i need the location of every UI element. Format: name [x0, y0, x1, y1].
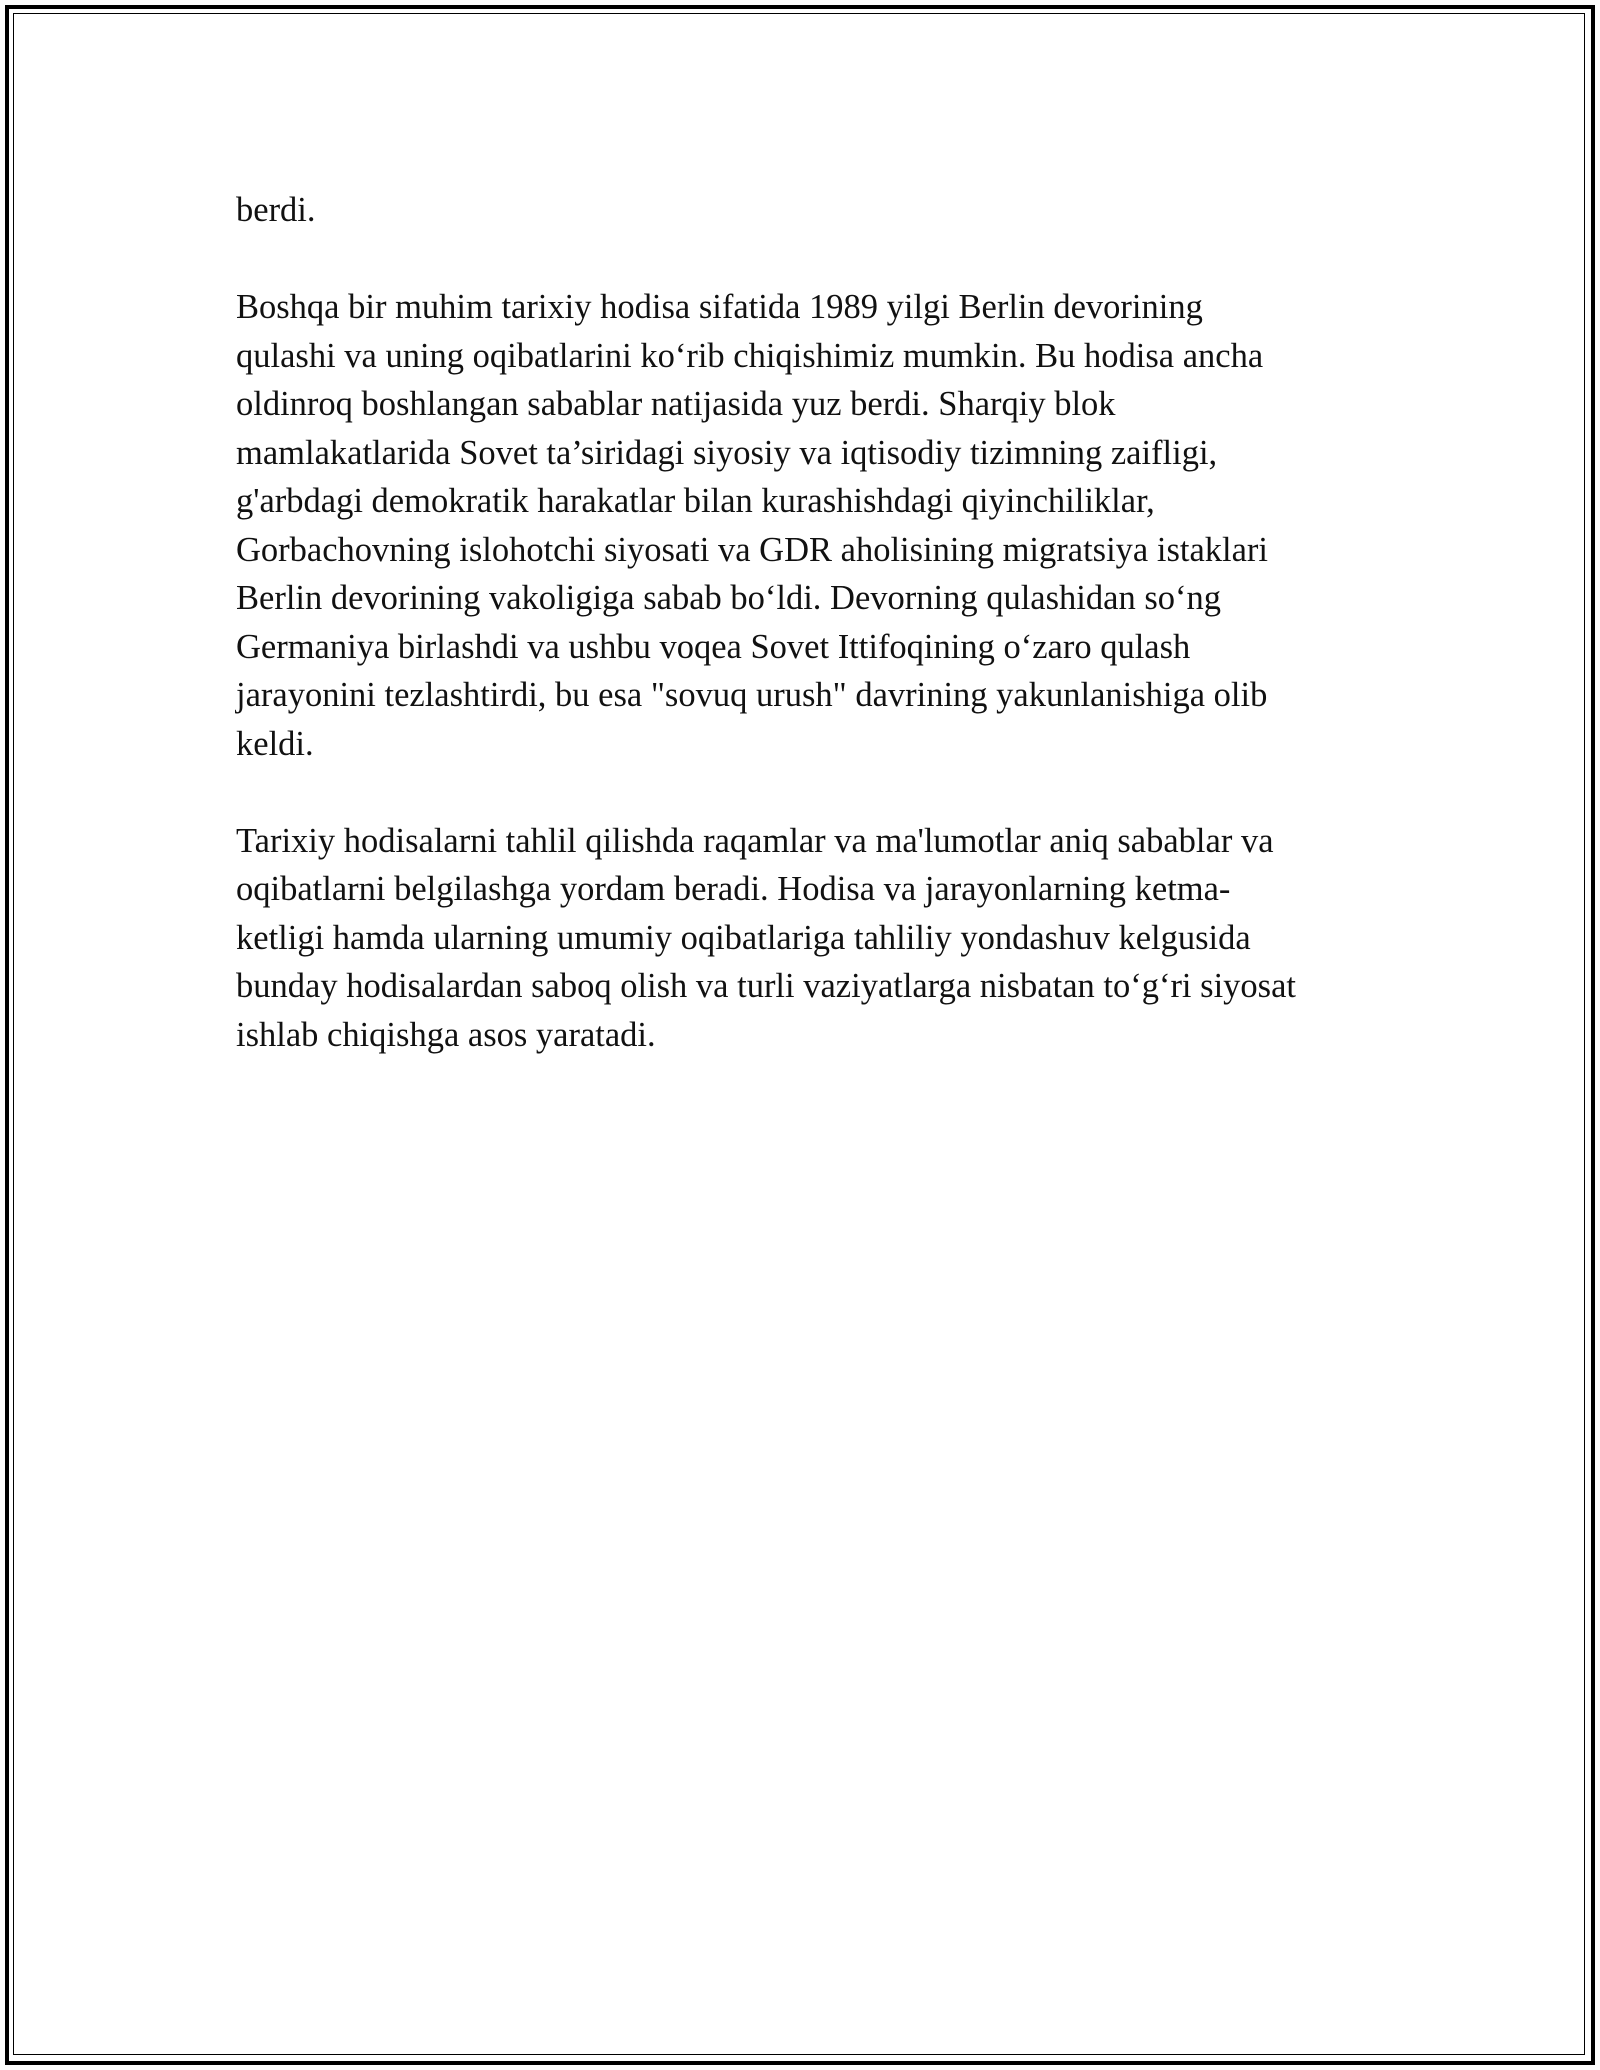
- paragraph-spacer: [236, 768, 1396, 817]
- text-line: Boshqa bir muhim tarixiy hodisa sifatida 1989 yilgi Berlin devorining: [236, 288, 1203, 326]
- text-line: Germaniya birlashdi va ushbu voqea Sovet Ittifoqining o‘zaro qulash: [236, 627, 1191, 666]
- text-line: oqibatlarni belgilashga yordam beradi. Hodisa va jarayonlarning ketma-: [236, 870, 1231, 908]
- text-line: Tarixiy hodisalarni tahlil qilishda raqamlar va ma'lumotlar aniq sabablar va: [236, 821, 1274, 860]
- text-line: oldinroq boshlangan sabablar natijasida yuz berdi. Sharqiy blok: [236, 385, 1116, 423]
- paragraph-spacer: [236, 235, 1396, 284]
- paragraph-continuation: [236, 186, 1396, 235]
- text-line: qulashi va uning oqibatlarini ko‘rib chiqishimiz mumkin. Bu hodisa ancha: [236, 336, 1264, 375]
- text-line: Gorbachovning islohotchi siyosati va GDR aholisining migratsiya istaklari: [236, 530, 1268, 569]
- text-line: mamlakatlarida Sovet ta’siridagi siyosiy va iqtisodiy tizimning zaifligi,: [236, 433, 1218, 472]
- text-line: Berlin devorining vakoligiga sabab bo‘ldi. Devorning qulashidan so‘ng: [236, 579, 1221, 617]
- text-line: keldi.: [236, 724, 314, 763]
- text-line: ketligi hamda ularning umumiy oqibatlariga tahliliy yondashuv kelgusida: [236, 918, 1251, 957]
- text-line: berdi.: [236, 191, 316, 229]
- text-line: bunday hodisalardan saboq olish va turli vaziyatlarga nisbatan to‘g‘ri siyosat: [236, 967, 1296, 1005]
- text-line: ishlab chiqishga asos yaratadi.: [236, 1015, 656, 1054]
- paragraph-analysis: [236, 817, 1396, 1060]
- text-line: jarayonini tezlashtirdi, bu esa "sovuq urush" davrining yakunlanishiga olib: [236, 676, 1268, 714]
- document-body: [236, 186, 1396, 1059]
- text-line: g'arbdagi demokratik harakatlar bilan kurashishdagi qiyinchiliklar,: [236, 482, 1155, 520]
- paragraph-berlin-wall: [236, 283, 1396, 768]
